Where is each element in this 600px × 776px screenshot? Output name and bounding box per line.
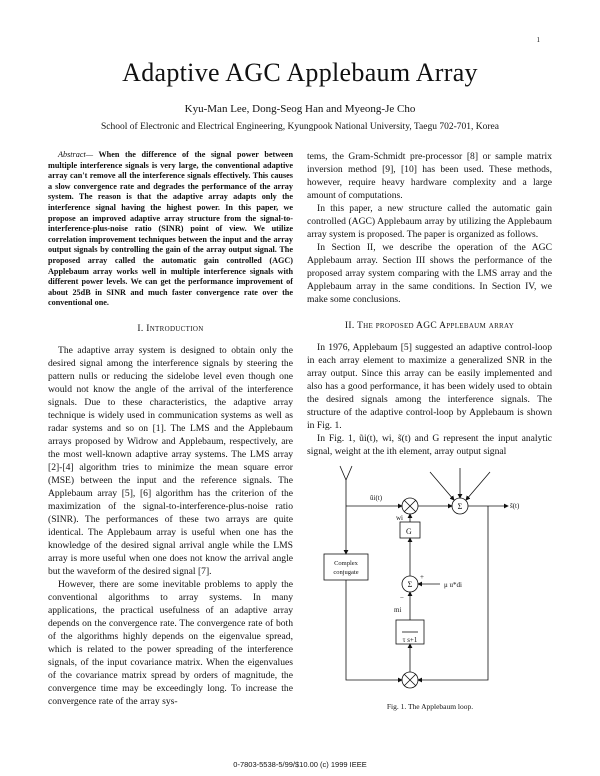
authors: Kyu-Man Lee, Dong-Seog Han and Myeong-Je Cho — [184, 103, 416, 115]
section-heading-introduction: I. Introduction — [137, 323, 204, 334]
complex-conjugate-block — [324, 554, 368, 580]
label-mu: μ u*di — [444, 581, 462, 589]
sec2-paragraph-1: In 1976, Applebaum [5] suggested an adaptive control-loop in each array element to maximize a generalized SNR in the array output. Since this array can be easily implemented and also has a good performance, it has been widely used to obtain the desired signals among the interference signals. The structure of the adaptive control-loop by Applebaum is shown in Fig. 1. — [307, 342, 552, 431]
left-column — [48, 150, 293, 708]
figure-caption: Fig. 1. The Applebaum loop. — [386, 702, 474, 711]
sec2-paragraph-2: In Fig. 1, ũi(t), wi, s̃(t) and G represent the input analytic signal, weight at the ith element, array output signal — [307, 433, 552, 457]
label-m: mi — [394, 606, 402, 614]
abstract-lead: Abstract— — [58, 150, 94, 159]
right-paragraph-1: tems, the Gram-Schmidt pre-processor [8] or sample matrix inversion method [9], [10] has been used. These methods, however, require heavy hardware complexity and a large amount of computations. — [307, 151, 552, 201]
affiliation: School of Electronic and Electrical Engineering, Kyungpook National University, Taegu 702-701, Korea — [101, 122, 499, 132]
label-complex: Complex — [334, 560, 358, 567]
antenna-icon — [340, 466, 352, 506]
label-plus: + — [420, 573, 424, 581]
paper-title: Adaptive AGC Applebaum Array — [122, 58, 478, 87]
label-conjugate: conjugate — [333, 569, 359, 576]
right-paragraph-2: In this paper, a new structure called the automatic gain controlled (AGC) Applebaum array by utilizing the Applebaum array system is proposed. The paper is organized as follows. — [307, 203, 552, 240]
label-minus: − — [400, 594, 404, 602]
label-filter: τ s+1 — [402, 636, 418, 644]
intro-paragraph-2: However, there are some inevitable problems to apply the conventional algorithms to array systems. In many applications, the practical usefulness of an adaptive array depends on the convergence rate. The convergence rate of both of the algorithms highly depends on the eigenvalue spread, which is related to the power spreading of the interference signals, of the input covariance matrix. When the eigenvalues of the covariance matrix spread by orders of magnitude, the convergence time may be exceedingly long. To increase the convergence rate of the array sys- — [48, 578, 293, 707]
label-input: ũi(t) — [370, 494, 383, 502]
footer-copyright: 0-7803-5538-5/99/$10.00 (c) 1999 IEEE — [233, 760, 367, 769]
abstract — [48, 150, 293, 309]
label-output: s̃(t) — [510, 502, 520, 510]
label-sum: Σ — [457, 502, 463, 511]
page-number: 1 — [536, 36, 540, 44]
label-gain: G — [406, 527, 412, 536]
right-paragraph-3: In Section II, we describe the operation of the AGC Applebaum array. Section III shows the performance of the proposed array system comparing with the LMS array and the Applebaum array in the same conditions. In Section IV, we make some conclusions. — [307, 242, 552, 305]
label-inner-sum: Σ — [407, 580, 413, 589]
abstract-body: When the difference of the signal power between multiple interference signals is very large, the conventional adaptive array can't remove all the interference signals effectively. This causes a slow convergence rate and degrades the performance of the array system. The reason is that the adaptive array adapts only the interference signal having the highest power. In this paper, we propose an improved adaptive array structure from the signal-to-interference-plus-noise ratio (SINR) point of view. We utilize correlation improvement techniques between the input and the array output signals by controlling the gain of the array output signal. The proposed array called the automatic gain controlled (AGC) Applebaum array works well in multiple interference signals with different power levels. We can get the performance improvement of about 25dB in SINR and much faster convergence rate over the conventional one. — [48, 150, 293, 308]
section-heading-proposed: II. The proposed AGC Applebaum array — [344, 321, 515, 331]
intro-paragraph-1: The adaptive array system is designed to obtain only the desired signal among the interference signals by steering the pattern nulls or reducing the sidelobe level even though one would not know the angle of the arrival of the interference signals. Due to these characteristics, the adaptive array technique is widely used in communication systems as well as radar systems and so on [1]. The LMS and the Applebaum arrays proposed by Widrow and Applebaum, respectively, are the most well-known adaptive array systems. The LMS array [2]-[4] algorithm tries to minimize the mean square error (MSE) between the input and the reference signals. The Applebaum array [5], [6] algorithm has the criterion of the maximization of the signal-to-interference-plus-noise ratio (SINR). The performances of these two arrays are quite identical. The Applebaum array is useful when one has the knowledge of the desired signal arrival angle while the LMS array is more useful when one does not know the arrival angle but the waveform of the desired signal [7]. — [48, 344, 293, 577]
applebaum-loop-figure — [310, 458, 550, 698]
right-column — [307, 150, 552, 458]
label-weight: wi — [396, 514, 403, 522]
